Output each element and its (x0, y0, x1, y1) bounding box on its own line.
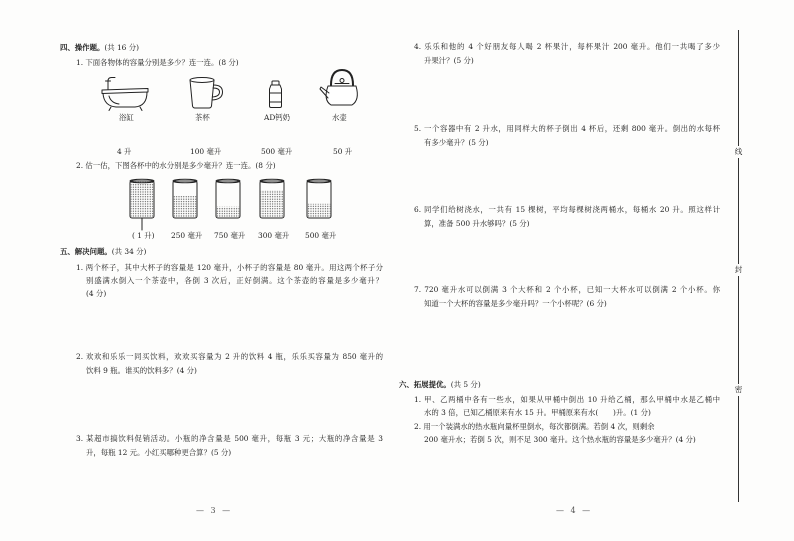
capacity-option: 50 升 (333, 147, 353, 156)
section6-heading (399, 380, 481, 390)
question-line: 1. 甲、乙两桶中各有一些水，如果从甲桶中倒出 10 升给乙桶，那么甲桶中水是乙桶中 (414, 395, 720, 404)
question-text: 2. 估一估，下图各杯中的水分别是多少毫升？连一连。(8 分) (76, 161, 276, 170)
question-line: 算，准备 500 升水够吗？(5 分) (424, 219, 530, 228)
measuring-cup (307, 179, 331, 218)
capacity-option: 500 毫升 (261, 147, 293, 156)
amount-option: ( 1 升) (132, 231, 155, 240)
milk-bottle-icon (270, 81, 282, 108)
question-line: 4. 乐乐和他的 4 个好朋友每人喝 2 杯果汁，每杯果汁 200 毫升。他们一共喝了多少 (414, 42, 720, 51)
section5-score: (共 34 分) (111, 247, 147, 256)
question-text: 1. 下面各物体的容量分别是多少？连一连。(8 分) (76, 58, 239, 67)
measuring-cup (173, 179, 197, 218)
question-line: 别盛满水倒入一个茶壶中，各倒 3 次后，正好倒满。这个茶壶的容量是多少毫升？ (86, 276, 383, 285)
question-line: 知道一个大杯的容量是多少毫升吗？一个小杯呢？(6 分) (424, 299, 607, 308)
objects-illustration (95, 66, 375, 114)
measuring-cup (130, 179, 154, 218)
measuring-cup (260, 179, 284, 218)
section6-score: (共 5 分) (450, 380, 481, 389)
measuring-cup (216, 179, 240, 218)
cups-illustration (125, 174, 340, 234)
binding-mark-feng: 封 (732, 264, 745, 276)
question-line: 升果汁？(5 分) (424, 56, 474, 65)
amount-option: 300 毫升 (258, 231, 290, 240)
question-line: 饮料 9 瓶。谁买的饮料多？(4 分) (86, 366, 197, 375)
section6-title: 六、拓展提优。 (399, 380, 451, 389)
page-number: — 4 — (556, 506, 593, 515)
page-number: — 3 — (196, 506, 233, 515)
section5-heading (60, 247, 146, 257)
water-level (131, 182, 153, 218)
section4-heading (60, 43, 139, 53)
object-label-bathtub: 浴缸 (119, 113, 134, 122)
amount-option: 750 毫升 (214, 231, 246, 240)
binding-mark-xian: 线 (732, 146, 745, 158)
water-level (174, 196, 196, 218)
binding-mark-mi: 密 (732, 384, 745, 396)
question-line: 6. 同学们给树浇水，一共有 15 棵树，平均每棵树浇两桶水，每桶水 20 升。照这样计 (414, 205, 720, 214)
question-line: 5. 一个容器中有 2 升水，用同样大的杯子倒出 4 杯后，还剩 800 毫升。倒出的水每杯 (414, 124, 720, 133)
water-level (217, 207, 239, 218)
object-label-teacup: 茶杯 (195, 113, 210, 122)
question-line: 水的 3 倍，已知乙桶原来有水 15 升。甲桶原来有水( )升。(1 分) (424, 408, 651, 417)
question-line: 200 毫升水；若倒 5 次，则不足 300 毫升。这个热水瓶的容量是多少毫升？(4 分) (424, 435, 696, 444)
object-label-kettle: 水壶 (332, 113, 347, 122)
kettle-icon (320, 70, 357, 105)
question-line: 2. 用一个装满水的热水瓶向量杯里倒水，每次都倒满。若倒 4 次，则剩余 (414, 422, 655, 431)
question-line: 1. 两个杯子，其中大杯子的容量是 120 毫升，小杯子的容量是 80 毫升。用这两个杯子分 (76, 263, 383, 272)
section4-title: 四、操作题。 (60, 43, 105, 52)
amount-option: 500 毫升 (305, 231, 337, 240)
question-line: 2. 欢欢和乐乐一同买饮料，欢欢买容量为 2 升的饮料 4 瓶，乐乐买容量为 850 毫升的 (76, 352, 383, 361)
section5-title: 五、解决问题。 (60, 247, 112, 256)
water-level (261, 190, 283, 217)
question-line: (4 分) (86, 289, 107, 298)
capacity-option: 4 升 (117, 147, 132, 156)
water-level (308, 204, 330, 218)
question-line: 3. 某超市搞饮料促销活动。小瓶的净含量是 500 毫升，每瓶 3 元；大瓶的净含量是 3 (76, 434, 383, 443)
question-line: 升，每瓶 12 元。小红买哪种更合算？(5 分) (86, 448, 232, 457)
capacity-option: 100 毫升 (190, 147, 222, 156)
teacup-icon (190, 78, 223, 109)
object-label-milk: AD钙奶 (264, 113, 291, 122)
section4-score: (共 16 分) (104, 43, 140, 52)
question-line: 7. 720 毫升水可以倒满 3 个大杯和 2 个小杯，已知一大杯水可以倒满 2 个小杯。你 (414, 285, 720, 294)
question-line: 有多少毫升？(5 分) (424, 138, 489, 147)
bathtub-icon (102, 78, 148, 111)
amount-option: 250 毫升 (171, 231, 203, 240)
